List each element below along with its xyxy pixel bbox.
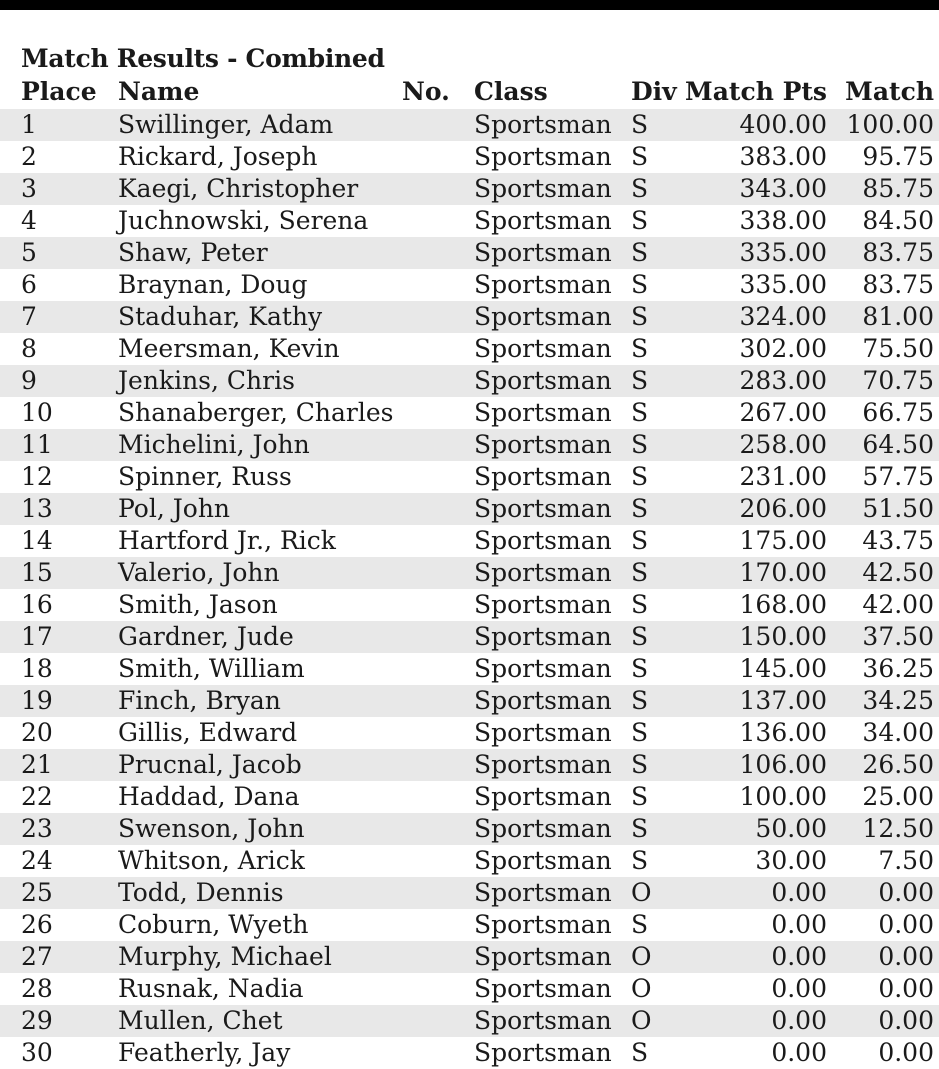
- cell-name: Spinner, Russ: [118, 462, 292, 491]
- cell-div: S: [631, 654, 649, 683]
- table-row: [0, 877, 939, 909]
- cell-class: Sportsman: [474, 590, 612, 619]
- cell-class: Sportsman: [474, 1006, 612, 1035]
- header-class: Class: [474, 77, 548, 106]
- header-match: Match: [845, 77, 934, 106]
- cell-name: Featherly, Jay: [118, 1038, 291, 1067]
- cell-name: Mullen, Chet: [118, 1006, 283, 1035]
- cell-name: Swenson, John: [118, 814, 305, 843]
- cell-match-pts: 0.00: [771, 1006, 827, 1035]
- table-row: [0, 749, 939, 781]
- cell-match-pts: 100.00: [739, 782, 827, 811]
- cell-match: 0.00: [878, 942, 934, 971]
- cell-div: S: [631, 494, 649, 523]
- cell-match: 57.75: [862, 462, 934, 491]
- table-row: [0, 429, 939, 461]
- table-row: [0, 461, 939, 493]
- table-row: [0, 237, 939, 269]
- cell-name: Haddad, Dana: [118, 782, 300, 811]
- cell-class: Sportsman: [474, 462, 612, 491]
- cell-class: Sportsman: [474, 686, 612, 715]
- cell-div: S: [631, 238, 649, 267]
- cell-class: Sportsman: [474, 814, 612, 843]
- table-header: [0, 76, 939, 108]
- cell-place: 8: [21, 334, 37, 363]
- cell-match: 51.50: [862, 494, 934, 523]
- table-row: [0, 269, 939, 301]
- cell-div: S: [631, 814, 649, 843]
- cell-place: 21: [21, 750, 53, 779]
- table-row: [0, 653, 939, 685]
- cell-place: 2: [21, 142, 37, 171]
- cell-match: 75.50: [862, 334, 934, 363]
- cell-name: Rickard, Joseph: [118, 142, 318, 171]
- cell-match-pts: 0.00: [771, 1038, 827, 1067]
- top-bar: [0, 0, 939, 10]
- cell-match: 12.50: [862, 814, 934, 843]
- cell-place: 7: [21, 302, 37, 331]
- cell-name: Juchnowski, Serena: [118, 206, 369, 235]
- cell-match-pts: 283.00: [739, 366, 827, 395]
- cell-class: Sportsman: [474, 878, 612, 907]
- cell-class: Sportsman: [474, 782, 612, 811]
- cell-div: S: [631, 270, 649, 299]
- cell-name: Prucnal, Jacob: [118, 750, 302, 779]
- cell-name: Finch, Bryan: [118, 686, 281, 715]
- cell-match: 70.75: [862, 366, 934, 395]
- cell-match: 36.25: [862, 654, 934, 683]
- cell-place: 27: [21, 942, 53, 971]
- cell-class: Sportsman: [474, 974, 612, 1003]
- cell-class: Sportsman: [474, 238, 612, 267]
- cell-place: 5: [21, 238, 37, 267]
- cell-div: S: [631, 366, 649, 395]
- cell-match: 42.00: [862, 590, 934, 619]
- cell-name: Kaegi, Christopher: [118, 174, 359, 203]
- table-row: [0, 205, 939, 237]
- table-row: [0, 397, 939, 429]
- cell-name: Smith, Jason: [118, 590, 278, 619]
- cell-name: Todd, Dennis: [118, 878, 284, 907]
- cell-name: Meersman, Kevin: [118, 334, 340, 363]
- table-row: [0, 525, 939, 557]
- cell-place: 14: [21, 526, 53, 555]
- cell-match: 81.00: [862, 302, 934, 331]
- cell-div: S: [631, 718, 649, 747]
- cell-place: 18: [21, 654, 53, 683]
- cell-place: 11: [21, 430, 53, 459]
- cell-match-pts: 335.00: [739, 270, 827, 299]
- cell-place: 17: [21, 622, 53, 651]
- cell-place: 9: [21, 366, 37, 395]
- cell-class: Sportsman: [474, 846, 612, 875]
- table-row: [0, 685, 939, 717]
- cell-class: Sportsman: [474, 494, 612, 523]
- cell-match: 34.25: [862, 686, 934, 715]
- cell-match-pts: 343.00: [739, 174, 827, 203]
- results-table-body: [0, 109, 939, 1069]
- header-match-pts: Match Pts: [685, 77, 827, 106]
- cell-class: Sportsman: [474, 110, 612, 139]
- cell-match-pts: 175.00: [739, 526, 827, 555]
- cell-class: Sportsman: [474, 942, 612, 971]
- cell-place: 10: [21, 398, 53, 427]
- cell-place: 30: [21, 1038, 53, 1067]
- cell-class: Sportsman: [474, 654, 612, 683]
- cell-place: 25: [21, 878, 53, 907]
- cell-place: 28: [21, 974, 53, 1003]
- cell-place: 15: [21, 558, 53, 587]
- cell-class: Sportsman: [474, 270, 612, 299]
- cell-name: Smith, William: [118, 654, 305, 683]
- cell-match: 66.75: [862, 398, 934, 427]
- cell-class: Sportsman: [474, 558, 612, 587]
- cell-match-pts: 106.00: [739, 750, 827, 779]
- cell-place: 24: [21, 846, 53, 875]
- table-row: [0, 1005, 939, 1037]
- cell-match-pts: 30.00: [755, 846, 827, 875]
- cell-match-pts: 302.00: [739, 334, 827, 363]
- cell-div: S: [631, 334, 649, 363]
- cell-match: 0.00: [878, 878, 934, 907]
- cell-match-pts: 324.00: [739, 302, 827, 331]
- table-row: [0, 173, 939, 205]
- table-row: [0, 973, 939, 1005]
- cell-match-pts: 0.00: [771, 878, 827, 907]
- cell-div: S: [631, 174, 649, 203]
- cell-match: 83.75: [862, 238, 934, 267]
- cell-class: Sportsman: [474, 622, 612, 651]
- table-row: [0, 1037, 939, 1069]
- header-no: No.: [402, 77, 450, 106]
- cell-class: Sportsman: [474, 334, 612, 363]
- cell-class: Sportsman: [474, 750, 612, 779]
- cell-match: 100.00: [846, 110, 934, 139]
- cell-div: S: [631, 750, 649, 779]
- table-row: [0, 141, 939, 173]
- cell-class: Sportsman: [474, 398, 612, 427]
- cell-class: Sportsman: [474, 302, 612, 331]
- cell-place: 19: [21, 686, 53, 715]
- table-row: [0, 621, 939, 653]
- cell-match-pts: 168.00: [739, 590, 827, 619]
- cell-match-pts: 145.00: [739, 654, 827, 683]
- cell-div: S: [631, 782, 649, 811]
- page-title: Match Results - Combined: [21, 44, 385, 73]
- cell-name: Shaw, Peter: [118, 238, 268, 267]
- cell-div: S: [631, 686, 649, 715]
- cell-class: Sportsman: [474, 910, 612, 939]
- cell-match-pts: 170.00: [739, 558, 827, 587]
- cell-name: Coburn, Wyeth: [118, 910, 309, 939]
- cell-class: Sportsman: [474, 174, 612, 203]
- cell-name: Braynan, Doug: [118, 270, 308, 299]
- cell-name: Jenkins, Chris: [118, 366, 295, 395]
- table-row: [0, 781, 939, 813]
- cell-match-pts: 0.00: [771, 974, 827, 1003]
- cell-place: 12: [21, 462, 53, 491]
- cell-match: 37.50: [862, 622, 934, 651]
- cell-match: 42.50: [862, 558, 934, 587]
- cell-place: 1: [21, 110, 37, 139]
- cell-place: 16: [21, 590, 53, 619]
- cell-match-pts: 50.00: [755, 814, 827, 843]
- cell-match: 95.75: [862, 142, 934, 171]
- table-row: [0, 909, 939, 941]
- cell-div: S: [631, 142, 649, 171]
- cell-match: 85.75: [862, 174, 934, 203]
- cell-match-pts: 137.00: [739, 686, 827, 715]
- table-row: [0, 845, 939, 877]
- table-row: [0, 813, 939, 845]
- cell-place: 26: [21, 910, 53, 939]
- cell-match-pts: 231.00: [739, 462, 827, 491]
- cell-div: O: [631, 1006, 652, 1035]
- cell-match: 0.00: [878, 1006, 934, 1035]
- cell-place: 6: [21, 270, 37, 299]
- cell-match: 0.00: [878, 974, 934, 1003]
- header-name: Name: [118, 77, 200, 106]
- cell-div: S: [631, 206, 649, 235]
- cell-class: Sportsman: [474, 526, 612, 555]
- cell-div: S: [631, 910, 649, 939]
- cell-match-pts: 258.00: [739, 430, 827, 459]
- cell-match: 83.75: [862, 270, 934, 299]
- cell-match: 7.50: [878, 846, 934, 875]
- cell-match: 25.00: [862, 782, 934, 811]
- cell-class: Sportsman: [474, 366, 612, 395]
- cell-match-pts: 150.00: [739, 622, 827, 651]
- cell-name: Murphy, Michael: [118, 942, 332, 971]
- cell-class: Sportsman: [474, 1038, 612, 1067]
- cell-match: 34.00: [862, 718, 934, 747]
- cell-match: 0.00: [878, 1038, 934, 1067]
- table-row: [0, 109, 939, 141]
- cell-div: S: [631, 590, 649, 619]
- cell-name: Staduhar, Kathy: [118, 302, 323, 331]
- cell-div: O: [631, 942, 652, 971]
- cell-div: S: [631, 462, 649, 491]
- cell-match-pts: 383.00: [739, 142, 827, 171]
- cell-match-pts: 267.00: [739, 398, 827, 427]
- cell-match-pts: 338.00: [739, 206, 827, 235]
- cell-match-pts: 0.00: [771, 942, 827, 971]
- table-row: [0, 589, 939, 621]
- cell-div: S: [631, 622, 649, 651]
- header-div: Div: [631, 77, 677, 106]
- table-row: [0, 493, 939, 525]
- cell-match-pts: 0.00: [771, 910, 827, 939]
- cell-div: S: [631, 430, 649, 459]
- cell-place: 22: [21, 782, 53, 811]
- cell-name: Michelini, John: [118, 430, 310, 459]
- cell-div: S: [631, 398, 649, 427]
- cell-div: S: [631, 526, 649, 555]
- cell-div: S: [631, 302, 649, 331]
- table-row: [0, 301, 939, 333]
- cell-place: 3: [21, 174, 37, 203]
- cell-div: S: [631, 1038, 649, 1067]
- cell-match-pts: 206.00: [739, 494, 827, 523]
- table-row: [0, 941, 939, 973]
- cell-div: S: [631, 846, 649, 875]
- cell-match-pts: 335.00: [739, 238, 827, 267]
- cell-place: 29: [21, 1006, 53, 1035]
- cell-match: 84.50: [862, 206, 934, 235]
- table-row: [0, 365, 939, 397]
- cell-name: Hartford Jr., Rick: [118, 526, 336, 555]
- cell-name: Gardner, Jude: [118, 622, 294, 651]
- cell-match-pts: 400.00: [739, 110, 827, 139]
- header-place: Place: [21, 77, 97, 106]
- cell-div: S: [631, 110, 649, 139]
- cell-match: 43.75: [862, 526, 934, 555]
- cell-name: Swillinger, Adam: [118, 110, 334, 139]
- cell-name: Rusnak, Nadia: [118, 974, 304, 1003]
- cell-name: Whitson, Arick: [118, 846, 305, 875]
- cell-place: 4: [21, 206, 37, 235]
- cell-place: 13: [21, 494, 53, 523]
- cell-match-pts: 136.00: [739, 718, 827, 747]
- cell-match: 64.50: [862, 430, 934, 459]
- cell-class: Sportsman: [474, 430, 612, 459]
- cell-class: Sportsman: [474, 142, 612, 171]
- table-row: [0, 333, 939, 365]
- cell-name: Shanaberger, Charles: [118, 398, 394, 427]
- cell-div: O: [631, 974, 652, 1003]
- cell-match: 0.00: [878, 910, 934, 939]
- cell-class: Sportsman: [474, 718, 612, 747]
- cell-name: Gillis, Edward: [118, 718, 298, 747]
- table-row: [0, 557, 939, 589]
- cell-match: 26.50: [862, 750, 934, 779]
- cell-div: S: [631, 558, 649, 587]
- table-row: [0, 717, 939, 749]
- cell-name: Valerio, John: [118, 558, 280, 587]
- cell-place: 23: [21, 814, 53, 843]
- cell-name: Pol, John: [118, 494, 231, 523]
- cell-place: 20: [21, 718, 53, 747]
- cell-class: Sportsman: [474, 206, 612, 235]
- cell-div: O: [631, 878, 652, 907]
